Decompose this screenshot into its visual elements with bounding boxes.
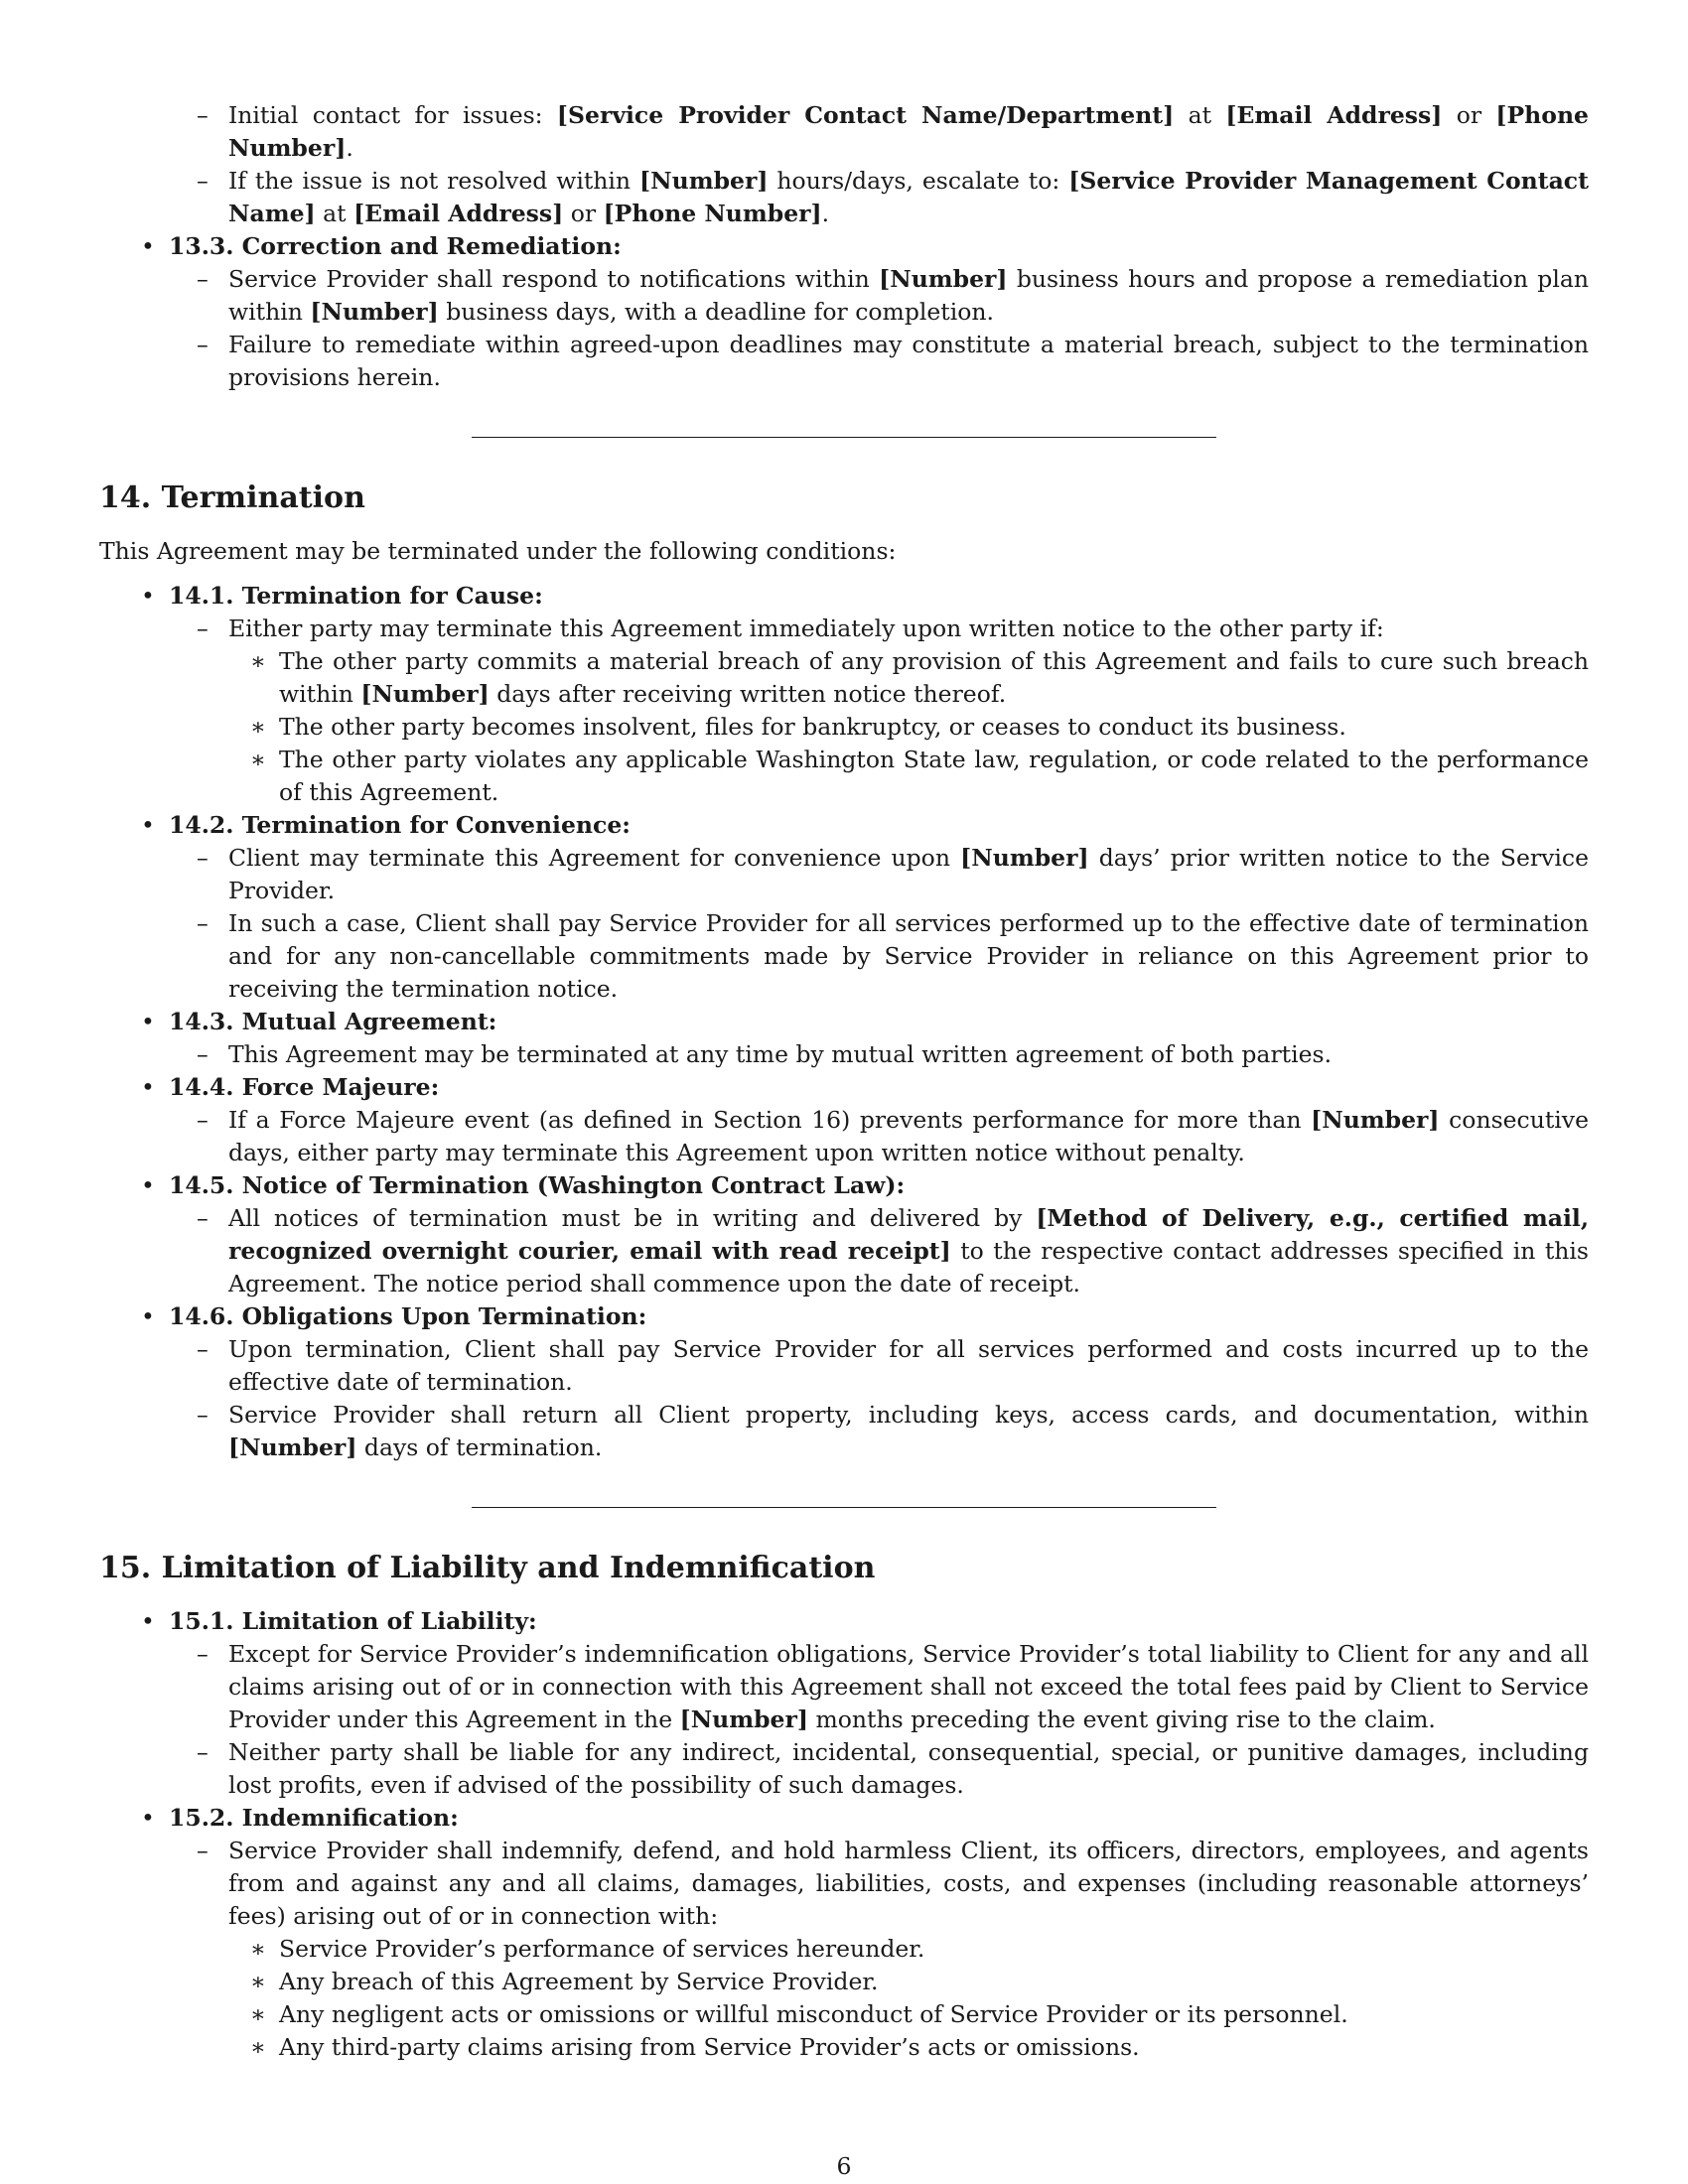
item-14-4 xyxy=(99,1071,1589,1169)
text: Service Provider shall respond to notifications within xyxy=(228,265,880,293)
section-divider xyxy=(472,1507,1216,1508)
item-15-2-conditions xyxy=(228,1933,1589,2064)
list-item: ∗ The other party violates any applicable Washington State law, regulation, or code related to the performance of this Agreement. xyxy=(99,744,1589,809)
contact-list xyxy=(99,99,1589,230)
text: The other party commits a material breach of any provision of this Agreement and fails to cure such breach within xyxy=(279,647,1589,708)
item-14-1-details xyxy=(169,613,1589,809)
item-14-6-details xyxy=(169,1333,1589,1464)
text: All notices of termination must be in writing and delivered by xyxy=(228,1204,1037,1232)
placeholder-text: [Service Provider Contact Name/Department] xyxy=(556,101,1175,129)
text: business days, with a deadline for completion. xyxy=(438,298,994,326)
list-item xyxy=(99,1638,1589,1736)
placeholder-text: [Number] xyxy=(960,844,1089,872)
list-item xyxy=(99,263,1589,329)
section-14-list xyxy=(99,580,1589,1464)
item-15-2-details xyxy=(169,1835,1589,2064)
list-item xyxy=(99,1104,1589,1169)
placeholder-text: [Number] xyxy=(879,265,1008,293)
section-15-list xyxy=(99,1605,1589,2064)
item-14-3 xyxy=(99,1006,1589,1071)
item-14-2 xyxy=(99,809,1589,1006)
placeholder-text: [Number] xyxy=(228,1433,357,1461)
item-15-1-details xyxy=(169,1638,1589,1802)
text: If a Force Majeure event (as defined in Section 16) prevents performance for more than xyxy=(228,1106,1312,1134)
text: days of termination. xyxy=(356,1433,603,1461)
item-heading: 14.6. Obligations Upon Termination: xyxy=(169,1302,647,1330)
section-13-list xyxy=(99,99,1589,394)
list-item: – Neither party shall be liable for any indirect, incidental, consequential, special, or punitive damages, including lost profits, even if advised of the possibility of such damages. xyxy=(99,1736,1589,1802)
list-item: – Upon termination, Client shall pay Service Provider for all services performed and costs incurred up to the effective date of termination. xyxy=(99,1333,1589,1399)
text: or xyxy=(1442,101,1496,129)
list-item xyxy=(99,99,1589,165)
list-item: ∗ Any negligent acts or omissions or willful misconduct of Service Provider or its personnel. xyxy=(99,1998,1589,2031)
placeholder-text: [Number] xyxy=(310,298,439,326)
placeholder-text: [Number] xyxy=(639,167,769,195)
list-item: ∗ Any third-party claims arising from Service Provider’s acts or omissions. xyxy=(99,2031,1589,2064)
list-item xyxy=(99,1835,1589,2064)
item-13-3-details xyxy=(169,263,1589,394)
text: Except for Service Provider’s indemnification obligations, Service Provider’s total liability to Client for any and all claims arising out of or in connection with this Agreement shall not exceed the total fees paid by Client to Service Provider under this Agreement in the xyxy=(228,1640,1589,1733)
item-heading: 15.1. Limitation of Liability: xyxy=(169,1607,537,1635)
text: days’ prior written notice to the Service Provider. xyxy=(228,844,1589,904)
item-14-3-details xyxy=(169,1038,1589,1071)
page-content xyxy=(99,99,1589,2064)
text: Service Provider shall return all Client property, including keys, access cards, and documentation, within xyxy=(228,1401,1589,1429)
placeholder-text: [Phone Number] xyxy=(228,101,1589,162)
item-14-6 xyxy=(99,1300,1589,1464)
text: to the respective contact addresses specified in this Agreement. The notice period shall commence upon the date of receipt. xyxy=(228,1237,1589,1297)
text: business hours and propose a remediation plan within xyxy=(228,265,1589,326)
item-14-5 xyxy=(99,1169,1589,1300)
list-item xyxy=(99,165,1589,230)
item-heading: 15.2. Indemnification: xyxy=(169,1804,459,1832)
item-14-1-conditions xyxy=(228,645,1589,809)
list-item: ∗ The other party becomes insolvent, files for bankruptcy, or ceases to conduct its business. xyxy=(99,711,1589,744)
section-14-intro: This Agreement may be terminated under the following conditions: xyxy=(99,537,897,565)
item-heading: 14.1. Termination for Cause: xyxy=(169,582,543,610)
item-14-4-details xyxy=(169,1104,1589,1169)
list-item: – In such a case, Client shall pay Service Provider for all services performed up to the effective date of termination and for any non-cancellable commitments made by Service Provider in reliance on this Agreement prior to receiving the termination notice. xyxy=(99,907,1589,1006)
text: days after receiving written notice thereof. xyxy=(489,680,1007,708)
list-item: ∗ Any breach of this Agreement by Service Provider. xyxy=(99,1966,1589,1998)
list-item: – Failure to remediate within agreed-upon deadlines may constitute a material breach, subject to the termination provisions herein. xyxy=(99,329,1589,394)
text: . xyxy=(346,134,353,162)
list-item xyxy=(99,645,1589,711)
section-14-title: 14. Termination xyxy=(99,480,365,515)
item-heading: 13.3. Correction and Remediation: xyxy=(169,232,622,260)
text: at xyxy=(315,200,354,227)
item-14-2-details xyxy=(169,842,1589,1006)
item-14-5-details xyxy=(169,1202,1589,1300)
placeholder-text: [Service Provider Management Contact Name] xyxy=(228,167,1589,227)
section-divider xyxy=(472,437,1216,438)
placeholder-text: [Phone Number] xyxy=(603,200,822,227)
text: Service Provider shall indemnify, defend, and hold harmless Client, its officers, directors, employees, and agents from and against any and all claims, damages, liabilities, costs, and expenses (including reasonable attorneys’ fees) arising out of or in connection with: xyxy=(228,1837,1589,1930)
item-15-1 xyxy=(99,1605,1589,1802)
item-heading: 14.2. Termination for Convenience: xyxy=(169,811,631,839)
list-item xyxy=(99,1399,1589,1464)
item-13-3 xyxy=(99,230,1589,394)
text: Either party may terminate this Agreement immediately upon written notice to the other party if: xyxy=(228,614,1384,642)
page-number: 6 xyxy=(836,2152,852,2180)
list-item: – This Agreement may be terminated at any time by mutual written agreement of both parties. xyxy=(99,1038,1589,1071)
list-item xyxy=(99,1202,1589,1300)
text: months preceding the event giving rise to the claim. xyxy=(808,1706,1436,1733)
item-14-1 xyxy=(99,580,1589,809)
text: or xyxy=(563,200,604,227)
placeholder-text: [Method of Delivery, e.g., certified mail, recognized overnight courier, email with read receipt] xyxy=(228,1204,1590,1265)
placeholder-text: [Email Address] xyxy=(353,200,564,227)
text: hours/days, escalate to: xyxy=(768,167,1069,195)
list-item xyxy=(99,842,1589,907)
text: consecutive days, either party may terminate this Agreement upon written notice without penalty. xyxy=(228,1106,1589,1166)
item-heading: 14.4. Force Majeure: xyxy=(169,1073,440,1101)
text: Client may terminate this Agreement for convenience upon xyxy=(228,844,961,872)
text: Initial contact for issues: xyxy=(228,101,557,129)
list-item: ∗ Service Provider’s performance of services hereunder. xyxy=(99,1933,1589,1966)
placeholder-text: [Number] xyxy=(679,1706,809,1733)
text: . xyxy=(821,200,830,227)
text: If the issue is not resolved within xyxy=(228,167,640,195)
placeholder-text: [Number] xyxy=(360,680,490,708)
contact-continuation xyxy=(99,99,1589,230)
item-heading: 14.3. Mutual Agreement: xyxy=(169,1008,497,1035)
list-item xyxy=(99,613,1589,809)
item-heading: 14.5. Notice of Termination (Washington Contract Law): xyxy=(169,1171,906,1199)
placeholder-text: [Email Address] xyxy=(1225,101,1443,129)
section-15-title: 15. Limitation of Liability and Indemnification xyxy=(99,1551,876,1585)
item-15-2 xyxy=(99,1802,1589,2064)
text: at xyxy=(1174,101,1226,129)
placeholder-text: [Number] xyxy=(1311,1106,1440,1134)
